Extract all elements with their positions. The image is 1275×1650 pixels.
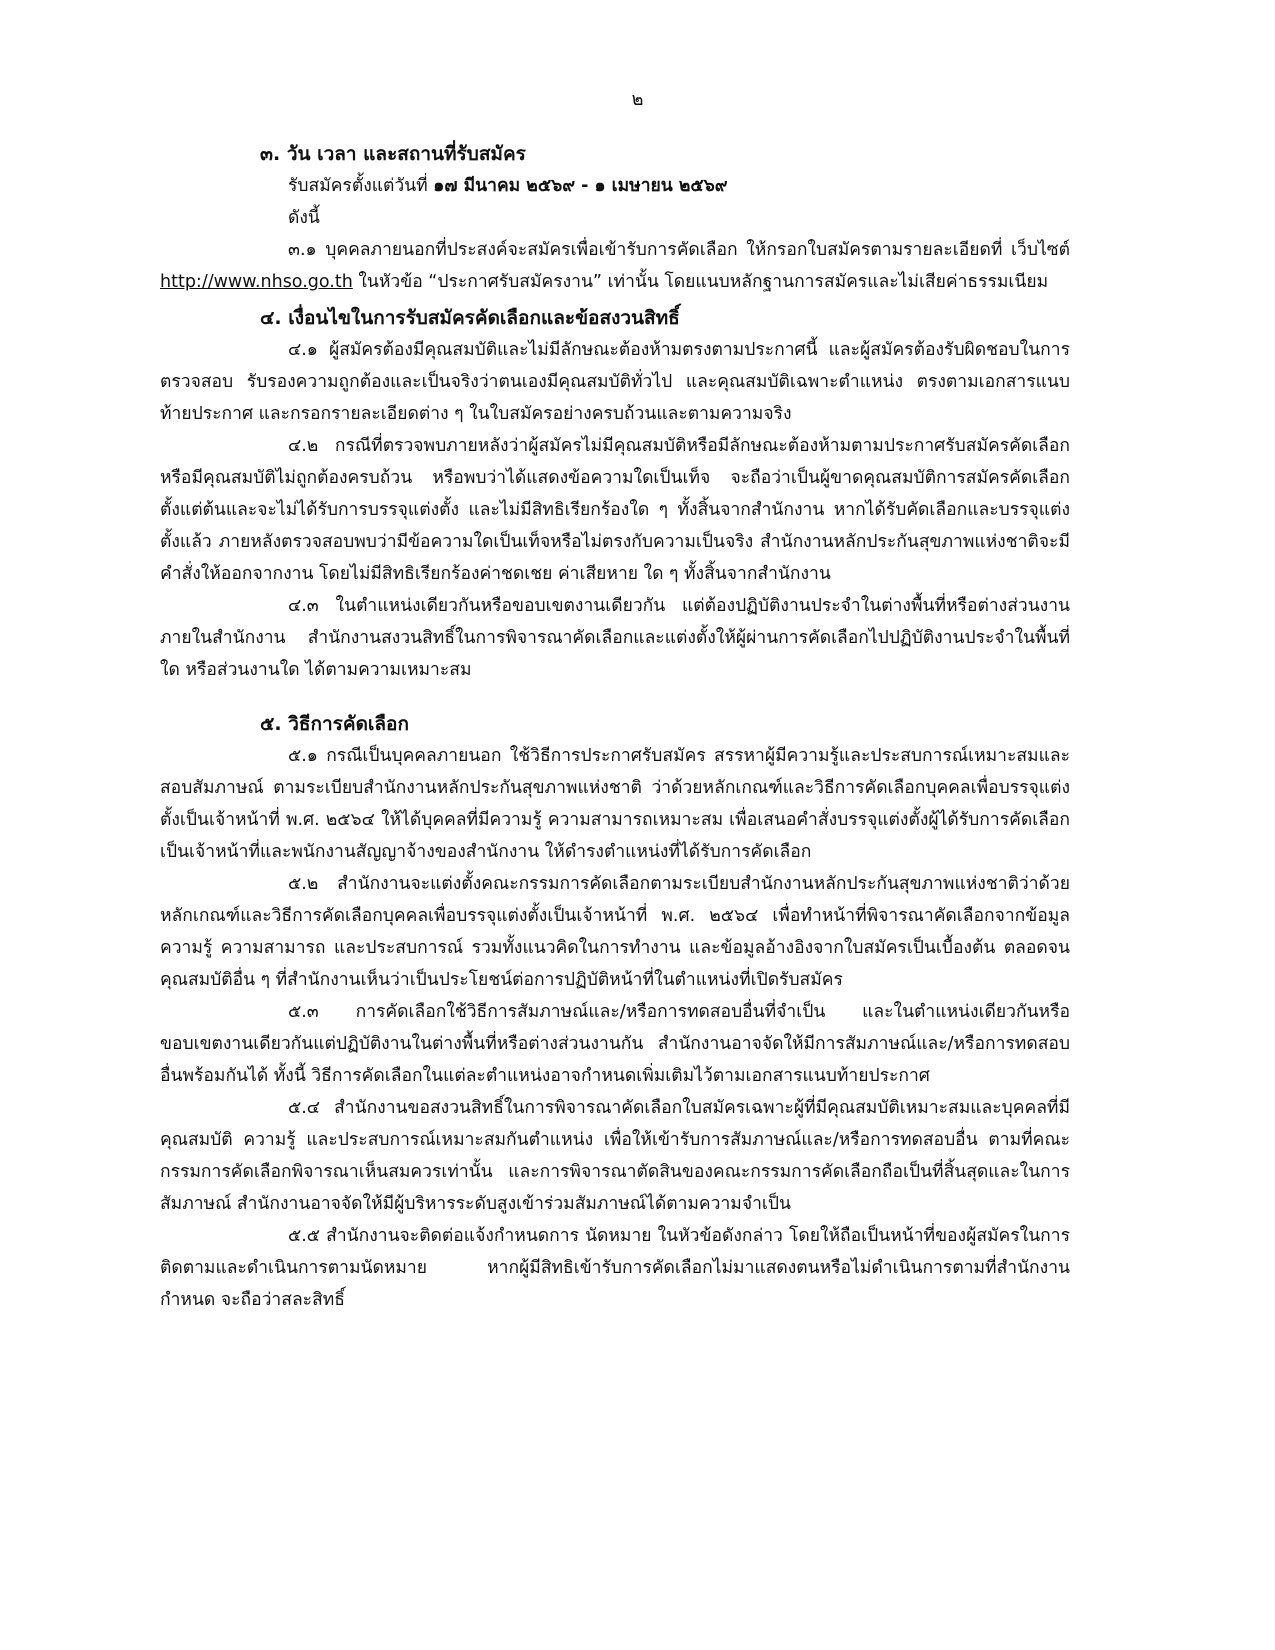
section-4-item-1: ๔.๑ ผู้สมัครต้องมีคุณสมบัติและไม่มีลักษณะต้องห้ามตรงตามประกาศนี้ และผู้สมัครต้องรับผิดชอบในการตรวจสอบ รับรองความถูกต้องและเป็นจริงว่าตนเองมีคุณสมบัติทั่วไป และคุณสมบัติเฉพาะตำแหน่ง ตรงตามเอกสารแนบท้ายประกาศ และกรอกรายละเอียดต่าง ๆ ในใบสมัครอย่างครบถ้วนและตามความจริง bbox=[160, 340, 1070, 424]
item-3-1-text-after-link: ในหัวข้อ “ประกาศรับสมัครงาน” เท่านั้น โดยแนบหลักฐานการสมัครและไม่เสียค่าธรรมเนียม bbox=[352, 272, 1049, 292]
section-4-item-3: ๔.๓ ในตำแหน่งเดียวกันหรือขอบเขตงานเดียวกัน แต่ต้องปฏิบัติงานประจำในต่างพื้นที่หรือต่างส่วนงานภายในสำนักงาน สำนักงานสงวนสิทธิ์ในการพิจารณาคัดเลือกและแต่งตั้งให้ผู้ผ่านการคัดเลือกไปปฏิบัติงานประจำในพื้นที่ใด หรือส่วนงานใด ได้ตามความเหมาะสม bbox=[160, 596, 1070, 680]
section-4-heading: ๔. เงื่อนไขในการรับสมัครคัดเลือกและข้อสงวนสิทธิ์ bbox=[260, 307, 680, 329]
section-4-conditions bbox=[160, 302, 1070, 686]
document-body bbox=[160, 138, 1070, 1316]
section-5-heading: ๕. วิธีการคัดเลือก bbox=[260, 713, 409, 735]
application-period-dates: ๑๗ มีนาคม ๒๕๖๙ - ๑ เมษายน ๒๕๖๙ bbox=[433, 176, 728, 196]
section-5-item-4: ๕.๔ สำนักงานขอสงวนสิทธิ์ในการพิจารณาคัดเลือกใบสมัครเฉพาะผู้ที่มีคุณสมบัติเหมาะสมและบุคคลที่มีคุณสมบัติ ความรู้ และประสบการณ์เหมาะสมกันตำแหน่ง เพื่อให้เข้ารับการสัมภาษณ์และ/หรือการทดสอบอื่น ตามที่คณะกรรมการคัดเลือกพิจารณาเห็นสมควรเท่านั้น และการพิจารณาตัดสินของคณะกรรมการคัดเลือกถือเป็นที่สิ้นสุดและในการสัมภาษณ์ สำนักงานอาจจัดให้มีผู้บริหารระดับสูงเข้าร่วมสัมภาษณ์ได้ตามความจำเป็น bbox=[160, 1098, 1070, 1214]
section-3-heading: ๓. วัน เวลา และสถานที่รับสมัคร bbox=[260, 143, 526, 165]
section-5-item-2: ๕.๒ สำนักงานจะแต่งตั้งคณะกรรมการคัดเลือกตามระเบียบสำนักงานหลักประกันสุขภาพแห่งชาติว่าด้วยหลักเกณฑ์และวิธีการคัดเลือกบุคคลเพื่อบรรจุแต่งตั้งเป็นเจ้าหน้าที่ พ.ศ. ๒๕๖๔ เพื่อทำหน้าที่พิจารณาคัดเลือกจากข้อมูล ความรู้ ความสามารถ และประสบการณ์ รวมทั้งแนวคิดในการทำงาน และข้อมูลอ้างอิงจากใบสมัครเป็นเบื้องต้น ตลอดจนคุณสมบัติอื่น ๆ ที่สำนักงานเห็นว่าเป็นประโยชน์ต่อการปฏิบัติหน้าที่ในตำแหน่งที่เปิดรับสมัคร bbox=[160, 874, 1070, 990]
section-4-item-2: ๔.๒ กรณีที่ตรวจพบภายหลังว่าผู้สมัครไม่มีคุณสมบัติหรือมีลักษณะต้องห้ามตามประกาศรับสมัครคัดเลือก หรือมีคุณสมบัติไม่ถูกต้องครบถ้วน หรือพบว่าได้แสดงข้อความใดเป็นเท็จ จะถือว่าเป็นผู้ขาดคุณสมบัติการสมัครคัดเลือกตั้งแต่ต้นและจะไม่ได้รับการบรรจุแต่งตั้ง และไม่มีสิทธิเรียกร้องใด ๆ ทั้งสิ้นจากสำนักงาน หากได้รับคัดเลือกและบรรจุแต่งตั้งแล้ว ภายหลังตรวจสอบพบว่ามีข้อความใดเป็นเท็จหรือไม่ตรงกับความเป็นจริง สำนักงานหลักประกันสุขภาพแห่งชาติจะมีคำสั่งให้ออกจากงาน โดยไม่มีสิทธิเรียกร้องค่าชดเชย ค่าเสียหาย ใด ๆ ทั้งสิ้นจากสำนักงาน bbox=[160, 436, 1070, 584]
section-5-item-1: ๕.๑ กรณีเป็นบุคคลภายนอก ใช้วิธีการประกาศรับสมัคร สรรหาผู้มีความรู้และประสบการณ์เหมาะสมและสอบสัมภาษณ์ ตามระเบียบสำนักงานหลักประกันสุขภาพแห่งชาติ ว่าด้วยหลักเกณฑ์และวิธีการคัดเลือกบุคคลเพื่อบรรจุแต่งตั้งเป็นเจ้าหน้าที่ พ.ศ. ๒๕๖๔ ให้ได้บุคคลที่มีความรู้ ความสามารถเหมาะสม เพื่อเสนอคำสั่งบรรจุแต่งตั้งผู้ได้รับการคัดเลือกเป็นเจ้าหน้าที่และพนักงานสัญญาจ้างของสำนักงาน ให้ดำรงตำแหน่งที่ได้รับการคัดเลือก bbox=[160, 746, 1070, 862]
application-period bbox=[160, 170, 1070, 202]
nhso-website-link[interactable]: http://www.nhso.go.th bbox=[160, 272, 353, 292]
page-number: ๒ bbox=[631, 89, 644, 110]
as-follows-label: ดังนี้ bbox=[288, 208, 320, 228]
application-period-prefix: รับสมัครตั้งแต่วันที่ bbox=[288, 176, 434, 196]
section-5-item-3: ๕.๓ การคัดเลือกใช้วิธีการสัมภาษณ์และ/หรือการทดสอบอื่นที่จำเป็น และในตำแหน่งเดียวกันหรือขอบเขตงานเดียวกันแต่ปฏิบัติงานในต่างพื้นที่หรือต่างส่วนงานกัน สำนักงานอาจจัดให้มีการสัมภาษณ์และ/หรือการทดสอบอื่นพร้อมกันได้ ทั้งนี้ วิธีการคัดเลือกในแต่ละตำแหน่งอาจกำหนดเพิ่มเติมไว้ตามเอกสารแนบท้ายประกาศ bbox=[160, 1002, 1070, 1086]
section-5-item-5: ๕.๕ สำนักงานจะติดต่อแจ้งกำหนดการ นัดหมาย ในหัวข้อดังกล่าว โดยให้ถือเป็นหน้าที่ของผู้สมัครในการติดตามและดำเนินการตามนัดหมาย หากผู้มีสิทธิเข้ารับการคัดเลือกไม่มาแสดงตนหรือไม่ดำเนินการตามที่สำนักงานกำหนด จะถือว่าสละสิทธิ์ bbox=[160, 1226, 1070, 1310]
section-3-application-period bbox=[160, 138, 1070, 298]
item-3-1-text-before-link: ๓.๑ บุคคลภายนอกที่ประสงค์จะสมัครเพื่อเข้ารับการคัดเลือก ให้กรอกใบสมัครตามรายละเอียดที่ เว็บไซต์ bbox=[288, 240, 1070, 260]
section-5-selection-method bbox=[160, 708, 1070, 1316]
section-3-item-1 bbox=[160, 234, 1070, 298]
